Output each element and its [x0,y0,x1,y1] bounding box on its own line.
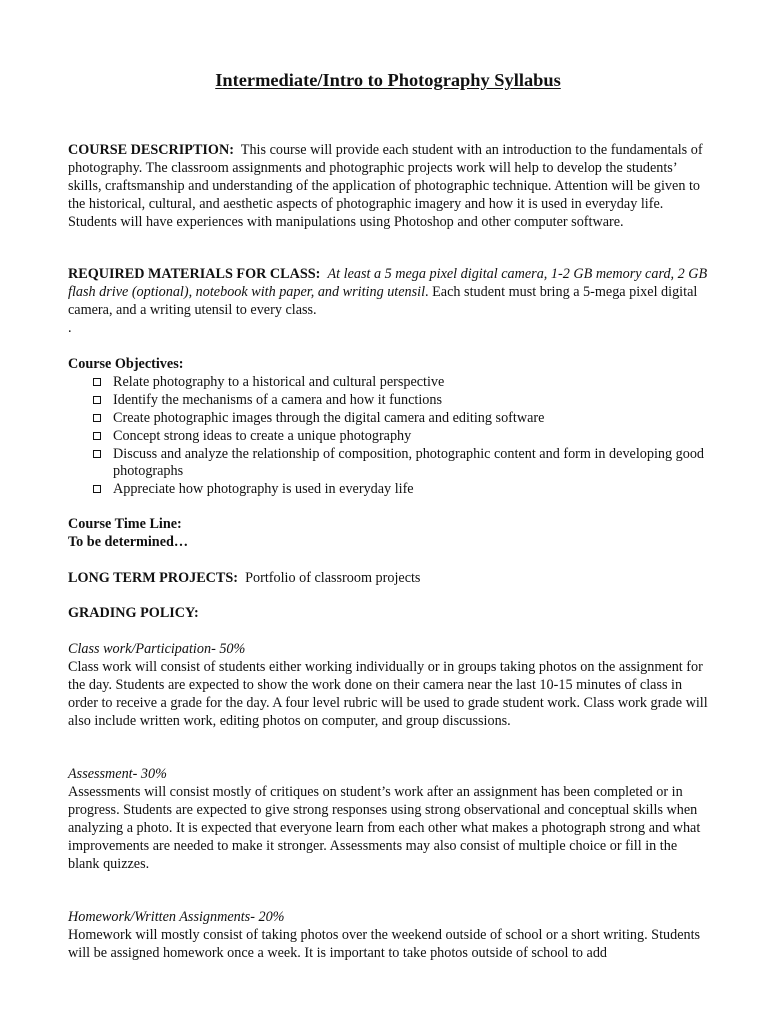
list-item: Concept strong ideas to create a unique photography [92,428,708,446]
grading-section-body: Homework will mostly consist of taking photos over the weekend outside of school or a short writing. Students will be assigned homework once a week. It is important to take photos outside of school to add [68,926,701,961]
checkbox-bullet-icon [93,396,101,404]
list-item: Discuss and analyze the relationship of composition, photographic content and form in developing good photographs [92,446,708,482]
grading-section-homework [68,909,708,963]
grading-section-title: Assessment- 30% [68,766,167,782]
grading-section-body: Assessments will consist mostly of critiques on student’s work after an assignment has been completed or in progress. Students are expected to give strong responses using strong observational and conceptual skills when analyzing a photo. It is expected that everyone learn from each other what makes a photograph strong and what improvements are needed to make it stronger. Assessments may also consist of multiple choice or fill in the blank quizzes. [68,783,701,872]
long-term-projects [68,570,708,588]
page-title: Intermediate/Intro to Photography Syllabus [215,70,561,90]
checkbox-bullet-icon [93,414,101,422]
course-objectives [68,356,708,499]
list-item: Appreciate how photography is used in everyday life [92,481,708,499]
checkbox-bullet-icon [93,450,101,458]
grading-section-classwork [68,641,708,731]
required-materials-heading: REQUIRED MATERIALS FOR CLASS: [68,266,321,282]
long-term-projects-value: Portfolio of classroom projects [245,570,421,586]
course-description-body: This course will provide each student with an introduction to the fundamentals of photography. The classroom assignments and photographic projects work will help to develop the students’ skills, craftsmanship and understanding of the application of photographic technique. Attention will be given to the historical, cultural, and aesthetic aspects of photographic imagery and how it is used in everyday life. Students will have experiences with manipulations using Photoshop and other computer software. [68,142,703,230]
list-item: Relate photography to a historical and cultural perspective [92,374,708,392]
grading-policy-heading: GRADING POLICY: [68,605,199,621]
checkbox-bullet-icon [93,378,101,386]
grading-policy-heading-block [68,605,708,623]
course-objectives-heading: Course Objectives: [68,356,184,372]
required-materials-body: . Each student must bring a 5-mega pixel digital camera, and a writing utensil to every class. [68,283,698,318]
required-materials-list: At least a 5 mega pixel digital camera, 1-2 GB memory card, 2 GB flash drive (optional), notebook with paper, and writing utensil [68,266,708,300]
checkbox-bullet-icon [93,432,101,440]
stray-period: . [68,319,72,336]
list-item: Identify the mechanisms of a camera and how it functions [92,392,708,410]
objectives-list [68,374,708,499]
long-term-projects-heading: LONG TERM PROJECTS: [68,570,239,586]
course-time-line [68,516,708,552]
checkbox-bullet-icon [93,485,101,493]
grading-section-body: Class work will consist of students either working individually or in groups taking photos on the assignment for the day. Students are expected to show the work done on their camera near the last 10-15 minutes of class in order to receive a grade for the day. A four level rubric will be used to grade student work. Class work grade will also include written work, editing photos on computer, and group discussions. [68,658,708,729]
grading-section-title: Class work/Participation- 50% [68,641,246,657]
required-materials [68,266,708,338]
time-line-heading: Course Time Line: [68,516,182,532]
course-description-heading: COURSE DESCRIPTION: [68,142,234,158]
grading-section-title: Homework/Written Assignments- 20% [68,909,285,925]
grading-section-assessment [68,766,708,873]
time-line-value: To be determined… [68,533,189,550]
list-item: Create photographic images through the digital camera and editing software [92,410,708,428]
course-description [68,142,708,232]
